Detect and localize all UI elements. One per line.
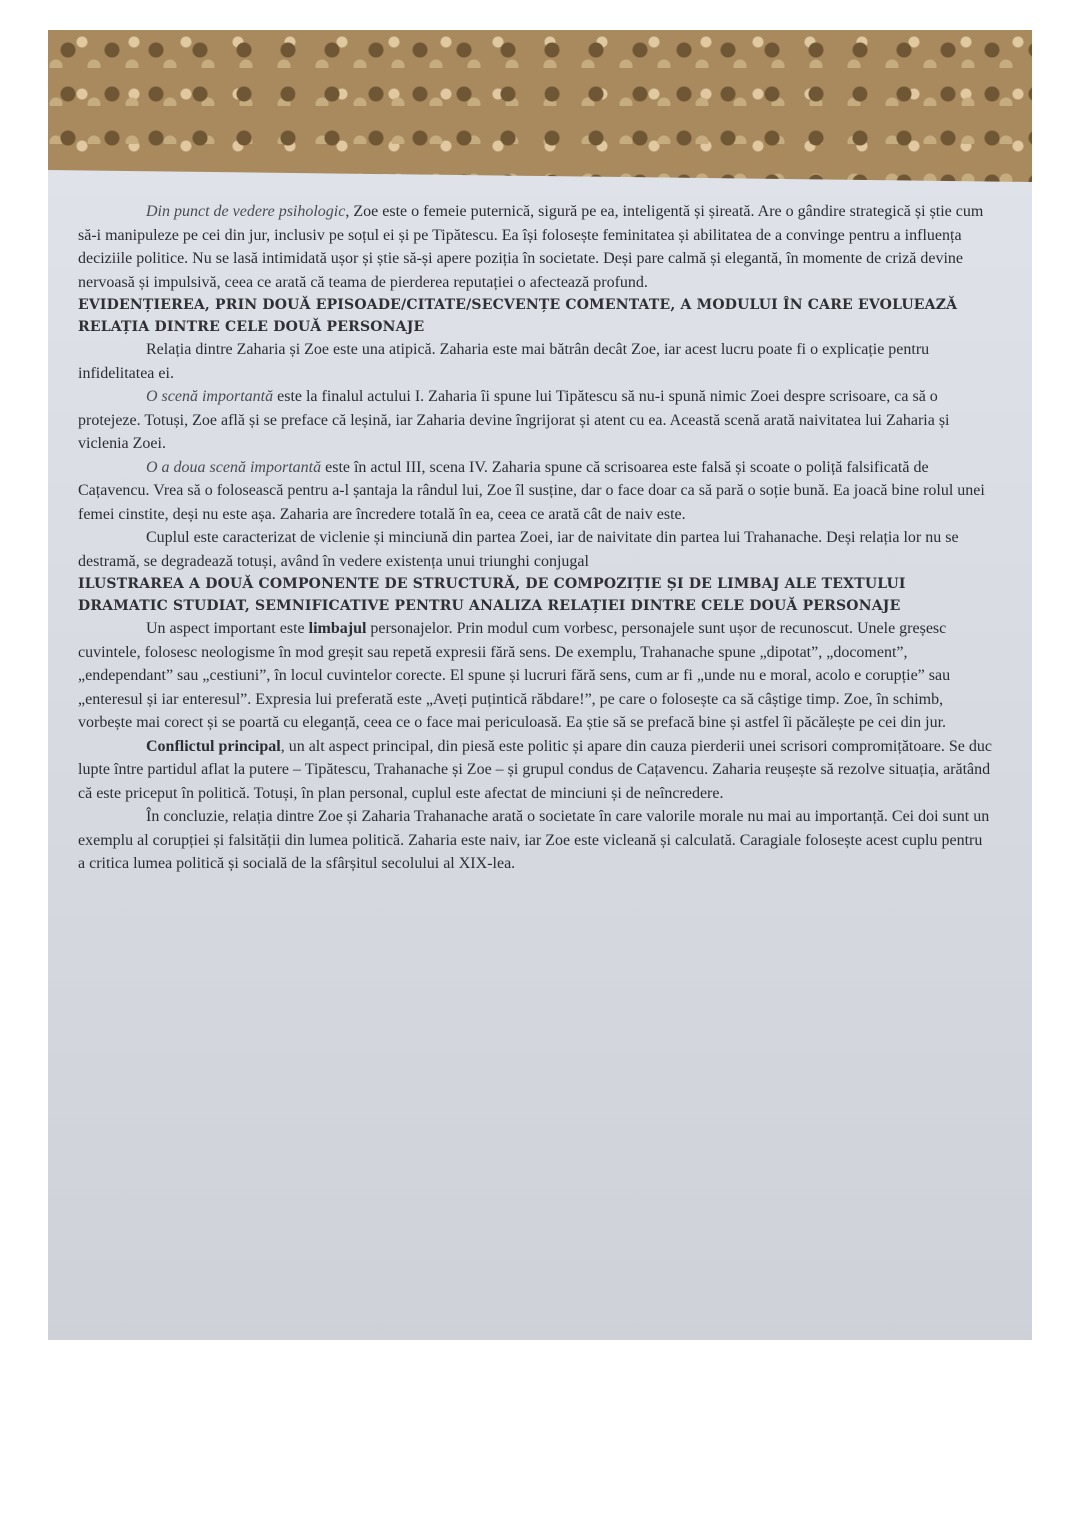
paragraph-psychology [78,200,993,294]
paragraph-language [78,617,993,735]
paragraph-keyword: Conflictul principal [146,737,281,755]
paragraph-scene-two [78,456,993,527]
paragraph-lead: Din punct de vedere psihologic [146,203,346,220]
paragraph-text: , un alt aspect principal, din piesă este politic și apare din cauza pierderii unei scrisori compromițătoare. Se duc lupte între partidul aflat la putere – Tipătescu, Trahanache și Zoe – și grupul condus de Cațavencu. Zaharia reușește să rezolve situația, arătând că este priceput în politică. Totuși, în plan personal, cuplul este afectat de minciuni și de neîncredere. [78,737,992,802]
paragraph-scene-one [78,385,993,456]
paragraph-lead: O a doua scenă importantă [146,458,322,476]
paragraph-couple: Cuplul este caracterizat de viclenie și minciună din partea Zoei, iar de naivitate din partea lui Trahanache. Deși relația lor nu se destramă, se degradează totuși, având în vedere existența unui triunghi conjugal [78,529,959,570]
carpet-background [48,30,1032,195]
paragraph-keyword: limbajul [308,620,367,637]
paragraph-text: Un aspect important este [146,620,309,637]
section-heading-episodes: EVIDENȚIEREA, PRIN DOUĂ EPISOADE/CITATE/SECVENȚE COMENTATE, A MODULUI ÎN CARE EVOLUEAZĂ RELAȚIA DINTRE CELE DOUĂ PERSONAJE [78,297,958,335]
paragraph-lead: O scenă importantă [146,388,274,405]
document-body [78,200,993,876]
paragraph-conflict [78,735,993,806]
paragraph-relation: Relația dintre Zaharia și Zoe este una atipică. Zaharia este mai bătrân decât Zoe, iar acest lucru poate fi o explicație pentru infidelitatea ei. [78,341,930,382]
paragraph-text: este la finalul actului I. Zaharia îi spune lui Tipătescu să nu-i spună nimic Zoei despre scrisoare, ca să o protejeze. Totuși, Zoe află și se preface că leșină, iar Zaharia devine îngrijorat și atent cu ea. Această scenă arată naivitatea lui Zaharia și viclenia Zoei. [78,388,950,452]
paragraph-text: personajelor. Prin modul cum vorbesc, personajele sunt ușor de recunoscut. Unele greșesc cuvintele, folosesc neologisme în mod greșit sau repetă expresii fără sens. De exemplu, Trahanache spune „dipotat”, „docoment”, „endependant” sau „cestiuni”, în locul cuvintelor corecte. El spune și lucruri fără sens, cum ar fi „unde nu e moral, acolo e corupție” sau „enteresul și iar enteresul”. Expresia lui preferată este „Aveți puțintică răbdare!”, pe care o folosește ca să câștige timp. Zoe, în schimb, vorbește mai corect și se poartă cu eleganță, ceea ce o face mai periculoasă. Ea știe să se prefacă bine și astfel îi păcălește pe cei din jur. [78,620,951,731]
paragraph-text: este în actul III, scena IV. Zaharia spune că scrisoarea este falsă și scoate o poliță falsificată de Cațavencu. Vrea să o folosească pentru a-l șantaja la rândul lui, Zoe îl susține, dar o face doar ca să pară o soție bună. Ea joacă bine rolul unei femei cinstite, deși nu este așa. Zaharia are încredere totală în ea, ceea ce arată cât de naiv este. [78,458,985,523]
paragraph-text: , Zoe este o femeie puternică, sigură pe ea, inteligentă și șireată. Are o gândire strategică și știe cum să-i manipuleze pe cei din jur, inclusiv pe soțul ei și pe Tipătescu. Ea își folosește feminitatea și abilitatea de a convinge pentru a influența deciziile politice. Nu se lasă intimidată ușor și știe să-și apere poziția în societate. Deși pare calmă și elegantă, în momente de criză devine nervoasă și impulsivă, ceea ce arată că teama de pierderea reputației o afectează profund. [78,203,984,291]
paragraph-conclusion: În concluzie, relația dintre Zoe și Zaharia Trahanache arată o societate în care valorile morale nu mai au importanță. Cei doi sunt un exemplu al corupției și falsității din lumea politică. Zaharia este naiv, iar Zoe este vicleană și calculată. Caragiale folosește acest cuplu pentru a critica lumea politică și socială de la sfârșitul secolului al XIX-lea. [78,808,990,872]
section-heading-components: ILUSTRAREA A DOUĂ COMPONENTE DE STRUCTURĂ, DE COMPOZIȚIE ȘI DE LIMBAJ ALE TEXTULUI DRAMATIC STUDIAT, SEMNIFICATIVE PENTRU ANALIZA RELAȚIEI DINTRE CELE DOUĂ PERSONAJE [78,576,906,614]
